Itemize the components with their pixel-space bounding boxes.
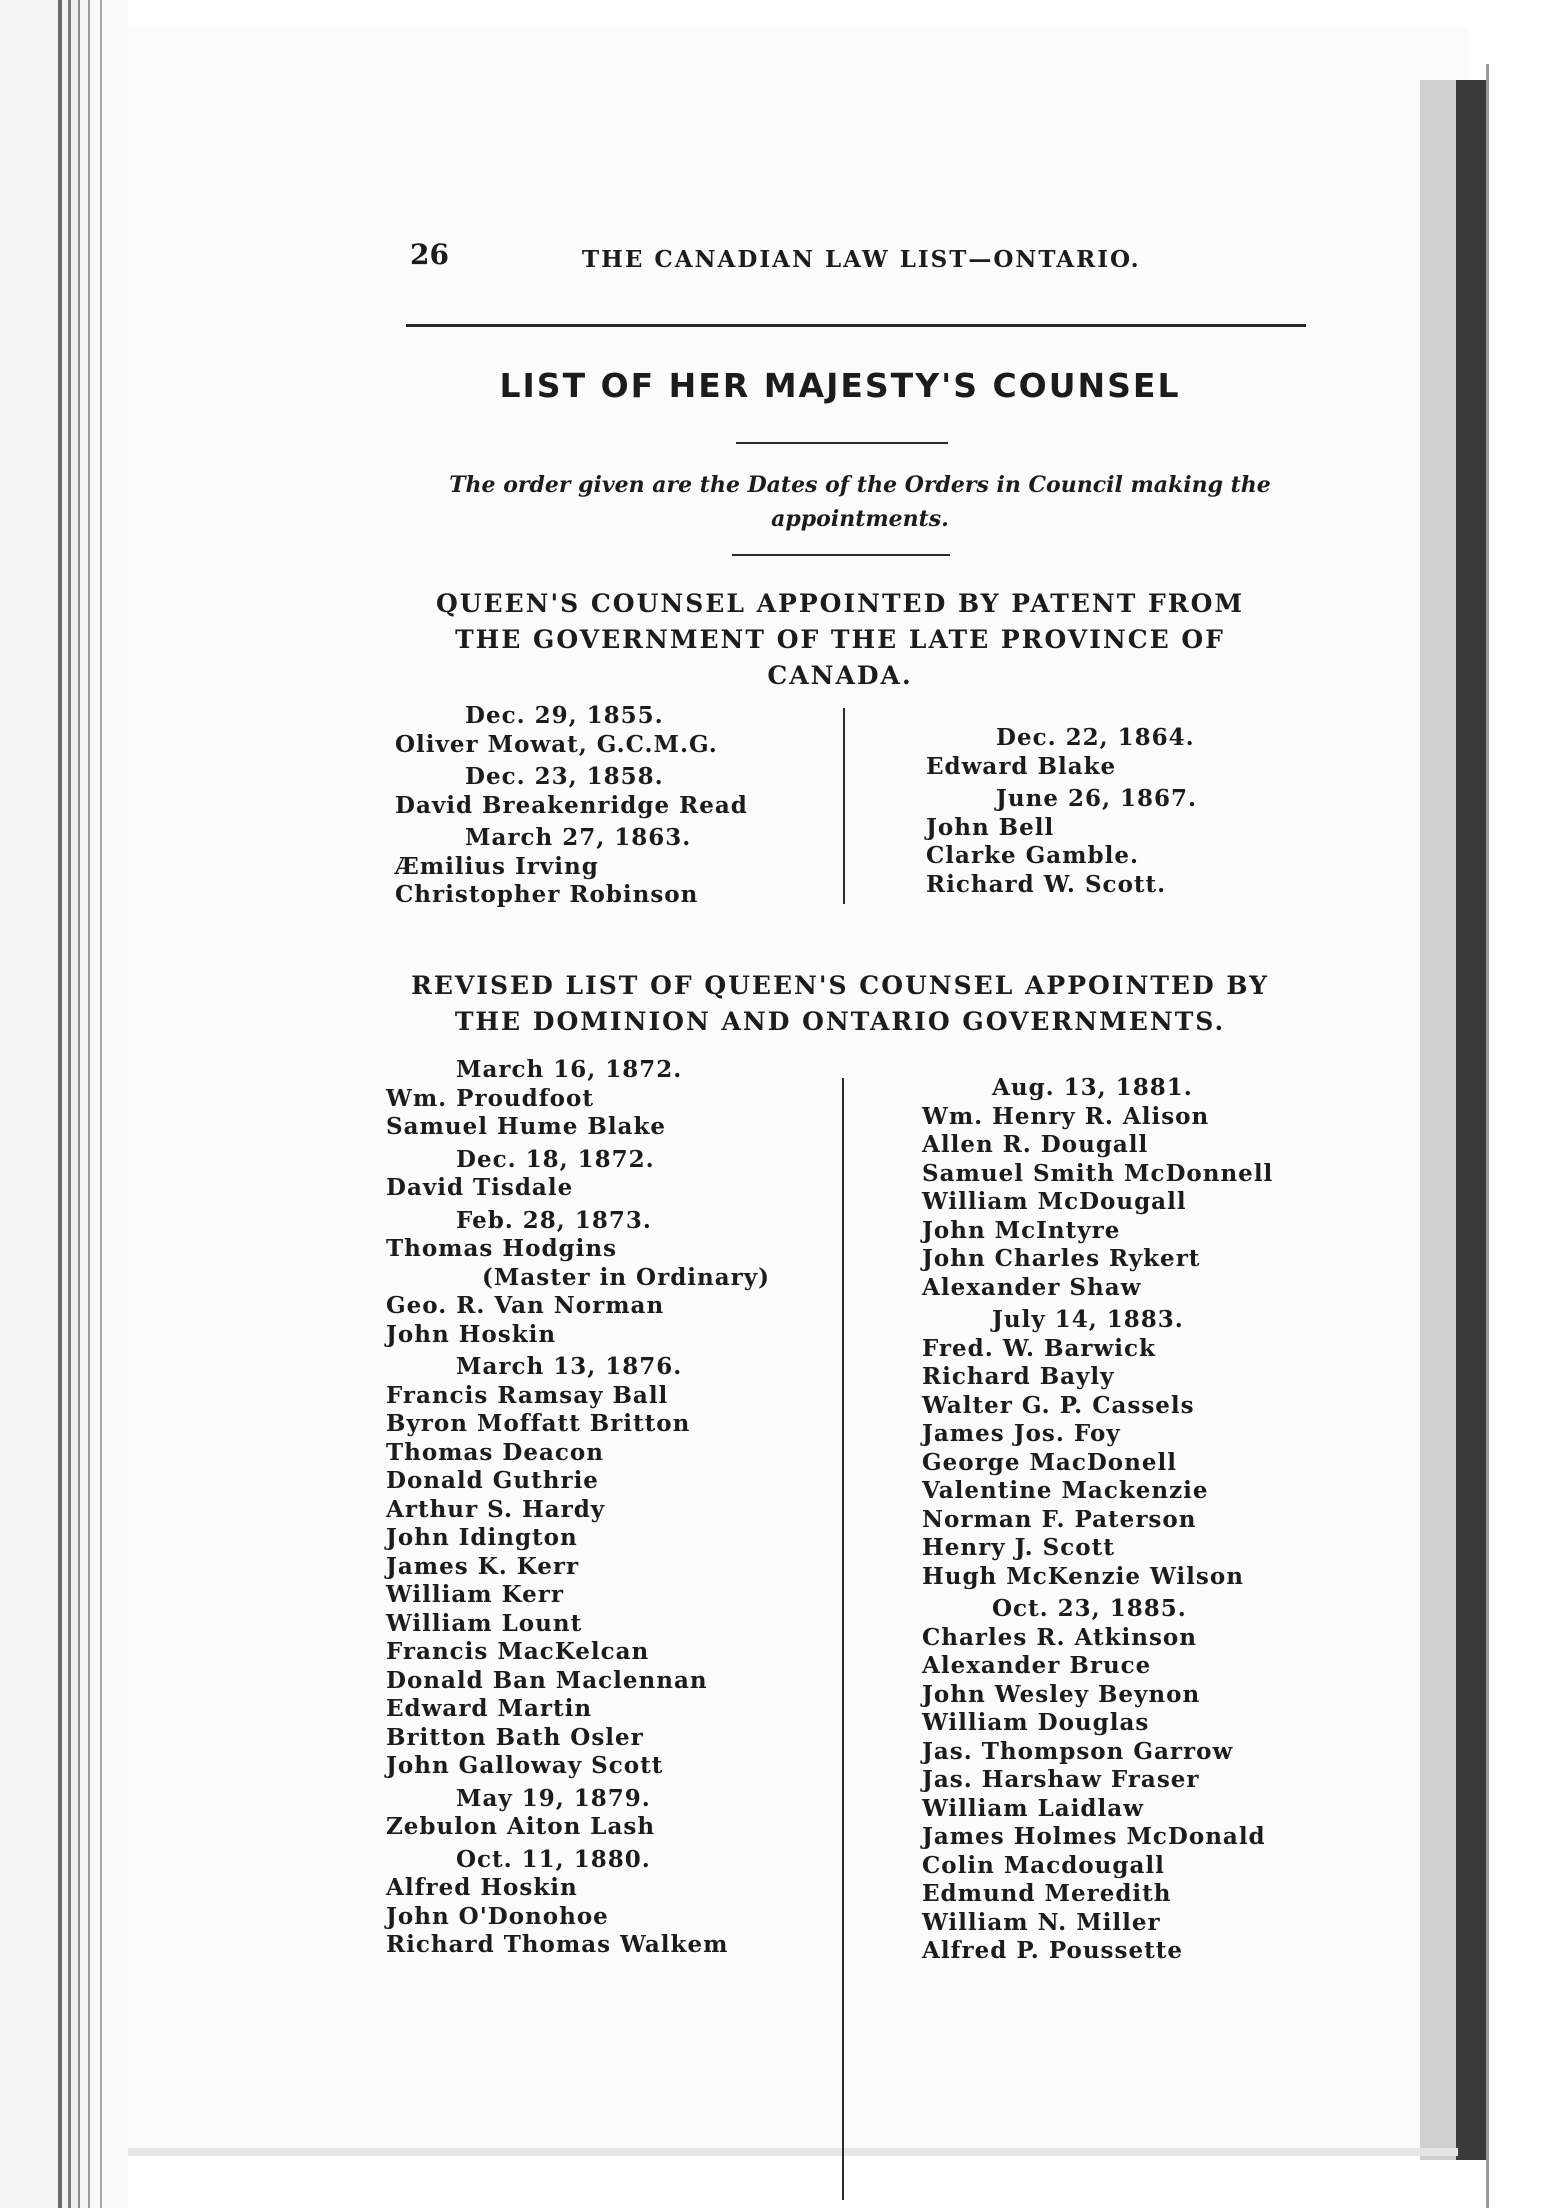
counsel-name: Clarke Gamble.: [926, 842, 1139, 869]
counsel-name: Donald Guthrie: [386, 1467, 599, 1494]
counsel-name: William McDougall: [922, 1188, 1187, 1215]
counsel-name: John Bell: [926, 813, 1055, 841]
counsel-name: Wm. Proudfoot: [386, 1084, 594, 1112]
counsel-name: Byron Moffatt Britton: [386, 1410, 691, 1437]
counsel-name: David Tisdale: [386, 1174, 574, 1201]
counsel-name: Edward Blake: [926, 752, 1117, 780]
counsel-name: William Lount: [386, 1609, 583, 1637]
page-bottom-shadow: [128, 2148, 1458, 2156]
column-divider: [843, 708, 845, 904]
book-spine: [1456, 80, 1486, 2160]
subtitle: The order given are the Dates of the Orders in Council making the appointments.: [449, 472, 1271, 532]
counsel-name: Donald Ban Maclennan: [386, 1666, 708, 1694]
counsel-name: John Charles Rykert: [922, 1245, 1201, 1272]
running-head: [370, 228, 1290, 276]
counsel-name: Geo. R. Van Norman: [386, 1292, 665, 1319]
counsel-name: Zebulon Aiton Lash: [386, 1813, 656, 1840]
counsel-name: Edward Martin: [386, 1695, 593, 1722]
counsel-name: John O'Donohoe: [386, 1902, 609, 1930]
book-edge-background: [0, 0, 58, 2208]
page-content: [370, 228, 1290, 1964]
counsel-name: James Holmes McDonald: [922, 1823, 1266, 1850]
page-edge-stack: [58, 0, 128, 2208]
counsel-name: David Breakenridge Read: [395, 791, 748, 819]
appointment-date: June 26, 1867.: [996, 785, 1198, 812]
counsel-name: Arthur S. Hardy: [386, 1495, 606, 1523]
appointment-date: Oct. 11, 1880.: [456, 1845, 651, 1873]
counsel-name: William Laidlaw: [922, 1794, 1144, 1822]
section-heading-revised: REVISED LIST OF QUEEN'S COUNSEL APPOINTED BY THE DOMINION AND ONTARIO GOVERNMENTS.: [411, 971, 1269, 1036]
counsel-name: James K. Kerr: [386, 1552, 580, 1580]
page-number: 26: [410, 238, 449, 271]
appointment-date: Oct. 23, 1885.: [992, 1595, 1187, 1622]
counsel-name: Oliver Mowat, G.C.M.G.: [395, 730, 718, 758]
counsel-name: Jas. Thompson Garrow: [922, 1737, 1234, 1765]
counsel-name: John Wesley Beynon: [922, 1680, 1201, 1708]
counsel-name: Colin Macdougall: [922, 1851, 1165, 1879]
counsel-name: Christopher Robinson: [395, 881, 699, 908]
counsel-name: John McIntyre: [922, 1216, 1121, 1244]
counsel-name: Charles R. Atkinson: [922, 1623, 1197, 1651]
counsel-name: Norman F. Paterson: [922, 1505, 1197, 1533]
counsel-name: George MacDonell: [922, 1448, 1177, 1476]
subtitle-rule: [732, 554, 950, 556]
counsel-name: Francis Ramsay Ball: [386, 1381, 669, 1409]
title-rule: [736, 442, 948, 444]
counsel-name: Valentine Mackenzie: [922, 1477, 1209, 1504]
counsel-name: Samuel Hume Blake: [386, 1113, 667, 1140]
counsel-name: Britton Bath Osler: [386, 1723, 644, 1751]
appointment-date: Dec. 22, 1864.: [996, 724, 1195, 751]
revised-left-column: [386, 1056, 770, 1960]
counsel-name: William Douglas: [922, 1709, 1150, 1736]
appointment-date: March 16, 1872.: [456, 1056, 683, 1083]
facing-page-edge: [1486, 64, 1489, 2208]
counsel-note: (Master in Ordinary): [482, 1263, 771, 1291]
counsel-name: Æmilius Irving: [395, 852, 599, 880]
counsel-name: Thomas Deacon: [386, 1438, 604, 1466]
appointment-date: Aug. 13, 1881.: [992, 1074, 1193, 1101]
appointment-date: July 14, 1883.: [992, 1306, 1184, 1333]
counsel-name: Hugh McKenzie Wilson: [922, 1562, 1244, 1590]
column-divider: [842, 1078, 844, 2200]
counsel-name: Alexander Bruce: [922, 1652, 1152, 1679]
counsel-name: Samuel Smith McDonnell: [922, 1159, 1274, 1187]
appointment-date: May 19, 1879.: [456, 1784, 651, 1812]
counsel-name: William Kerr: [386, 1581, 564, 1608]
running-title: THE CANADIAN LAW LIST—ONTARIO.: [582, 246, 1141, 273]
counsel-name: Jas. Harshaw Fraser: [922, 1766, 1200, 1793]
facing-page: [1486, 64, 1560, 2208]
page-gutter-shadow: [1420, 80, 1456, 2160]
counsel-name: James Jos. Foy: [922, 1420, 1121, 1447]
counsel-name: Richard Thomas Walkem: [386, 1931, 729, 1958]
counsel-name: Alexander Shaw: [922, 1273, 1142, 1301]
appointment-date: Dec. 18, 1872.: [456, 1145, 655, 1173]
counsel-name: Richard Bayly: [922, 1363, 1115, 1390]
counsel-name: Wm. Henry R. Alison: [922, 1102, 1210, 1130]
section-heading-patent: QUEEN'S COUNSEL APPOINTED BY PATENT FROM THE GOVERNMENT OF THE LATE PROVINCE OF CANADA.: [435, 589, 1245, 690]
counsel-name: Henry J. Scott: [922, 1534, 1115, 1561]
counsel-name: Thomas Hodgins: [386, 1235, 618, 1262]
appointment-date: Dec. 23, 1858.: [465, 763, 664, 790]
counsel-name: Richard W. Scott.: [926, 870, 1167, 898]
appointment-date: March 13, 1876.: [456, 1353, 683, 1380]
counsel-name: Walter G. P. Cassels: [922, 1391, 1195, 1419]
appointment-date: Feb. 28, 1873.: [456, 1206, 652, 1234]
counsel-name: Francis MacKelcan: [386, 1638, 650, 1665]
counsel-name: William N. Miller: [922, 1908, 1161, 1936]
counsel-name: John Galloway Scott: [386, 1752, 664, 1779]
counsel-name: Alfred P. Poussette: [922, 1937, 1183, 1964]
counsel-name: Edmund Meredith: [922, 1880, 1172, 1907]
patent-left-column: [395, 702, 748, 910]
revised-right-column: [922, 1074, 1273, 1966]
counsel-name: Allen R. Dougall: [922, 1131, 1149, 1158]
counsel-name: John Hoskin: [386, 1320, 557, 1348]
counsel-name: Alfred Hoskin: [386, 1874, 578, 1901]
main-title: LIST OF HER MAJESTY'S COUNSEL: [499, 366, 1181, 405]
header-rule: [406, 324, 1306, 327]
appointment-date: Dec. 29, 1855.: [465, 702, 664, 729]
patent-right-column: [926, 724, 1197, 899]
counsel-name: Fred. W. Barwick: [922, 1334, 1156, 1362]
counsel-name: John Idington: [386, 1524, 578, 1551]
appointment-date: March 27, 1863.: [465, 824, 692, 851]
